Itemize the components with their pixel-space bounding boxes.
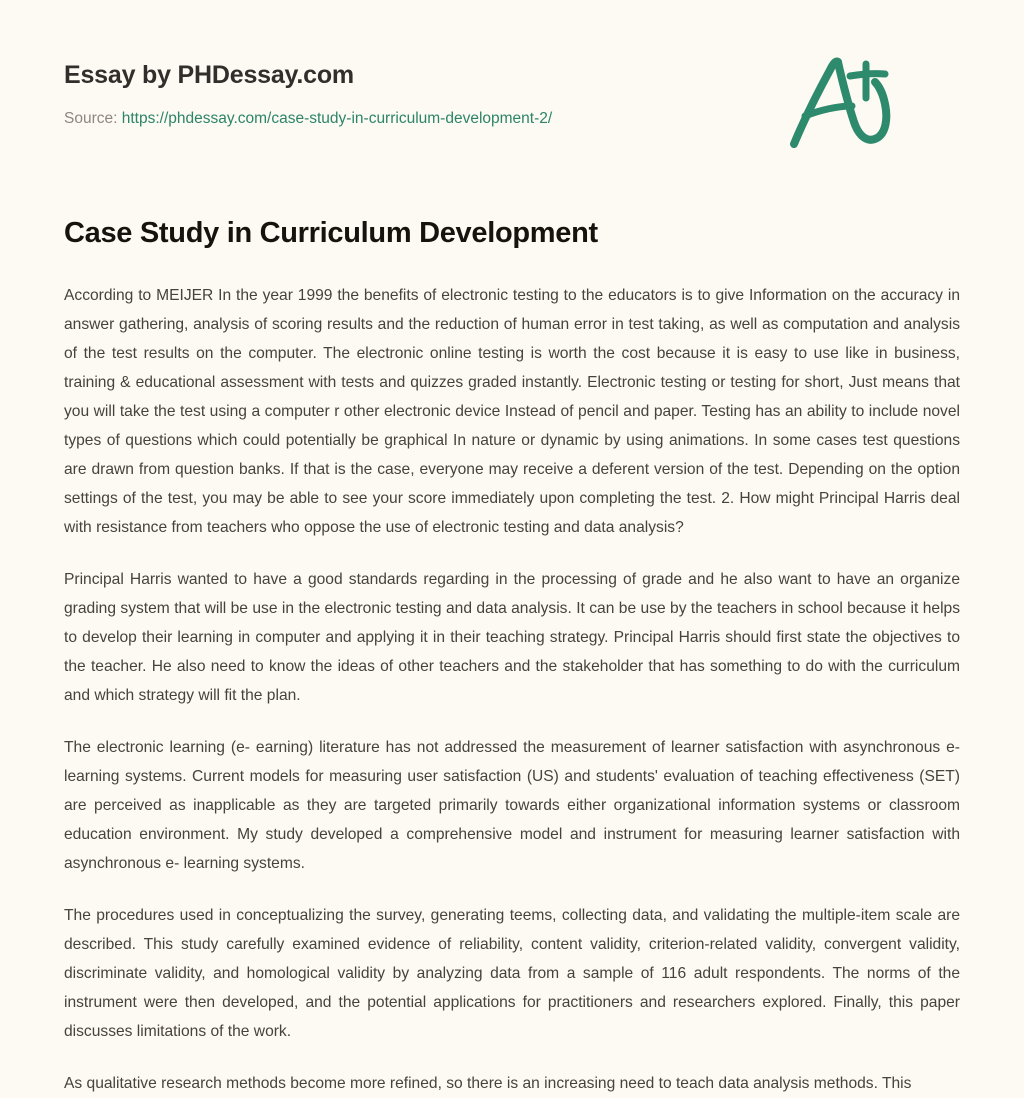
source-label: Source:: [64, 109, 118, 127]
paragraph: The electronic learning (e- earning) literature has not addressed the measurement of learner satisfaction with asynchronous e-learning systems. Current models for measuring user satisfaction (US) and students' evaluation of teaching effectiveness (SET) are perceived as inapplicable as they are targeted primarily towards either organizational information systems or classroom education environment. My study developed a comprehensive model and instrument for measuring learner satisfaction with asynchronous e- learning systems.: [64, 738, 960, 872]
page-header: [64, 0, 960, 127]
paragraph: As qualitative research methods become more refined, so there is an increasing need to teach data analysis methods. This: [64, 1074, 912, 1092]
essay-body: [64, 251, 960, 1098]
a-plus-logo-icon: [778, 46, 898, 156]
source-url-link[interactable]: https://phdessay.com/case-study-in-curriculum-development-2/: [121, 109, 553, 127]
paragraph: The procedures used in conceptualizing the survey, generating teems, collecting data, and validating the multiple-item scale are described. This study carefully examined evidence of reliability, content validity, criterion-related validity, convergent validity, discriminate validity, and homological validity by analyzing data from a sample of 116 adult respondents. The norms of the instrument were then developed, and the potential applications for practitioners and researchers explored. Finally, this paper discusses limitations of the work.: [64, 906, 960, 1040]
brand-title: Essay by PHDessay.com: [64, 61, 354, 89]
page-title: Case Study in Curriculum Development: [64, 217, 598, 249]
paragraph: Principal Harris wanted to have a good standards regarding in the processing of grade and he also want to have an organize grading system that will be use in the electronic testing and data analysis. It can be use by the teachers in school because it helps to develop their learning in computer and applying it in their teaching strategy. Principal Harris should first state the objectives to the teacher. He also need to know the ideas of other teachers and the stakeholder that has something to do with the curriculum and which strategy will fit the plan.: [64, 570, 960, 704]
paragraph: According to MEIJER In the year 1999 the benefits of electronic testing to the educators is to give Information on the accuracy in answer gathering, analysis of scoring results and the reduction of human error in test taking, as well as computation and analysis of the test results on the computer. The electronic online testing is worth the cost because it is easy to use like in business, training & educational assessment with tests and quizzes graded instantly. Electronic testing or testing for short, Just means that you will take the test using a computer r other electronic device Instead of pencil and paper. Testing has an ability to include novel types of questions which could potentially be graphical In nature or dynamic by using animations. In some cases test questions are drawn from question banks. If that is the case, everyone may receive a deferent version of the test. Depending on the option settings of the test, you may be able to see your score immediately upon completing the test. 2. How might Principal Harris deal with resistance from teachers who oppose the use of electronic testing and data analysis?: [64, 286, 960, 536]
